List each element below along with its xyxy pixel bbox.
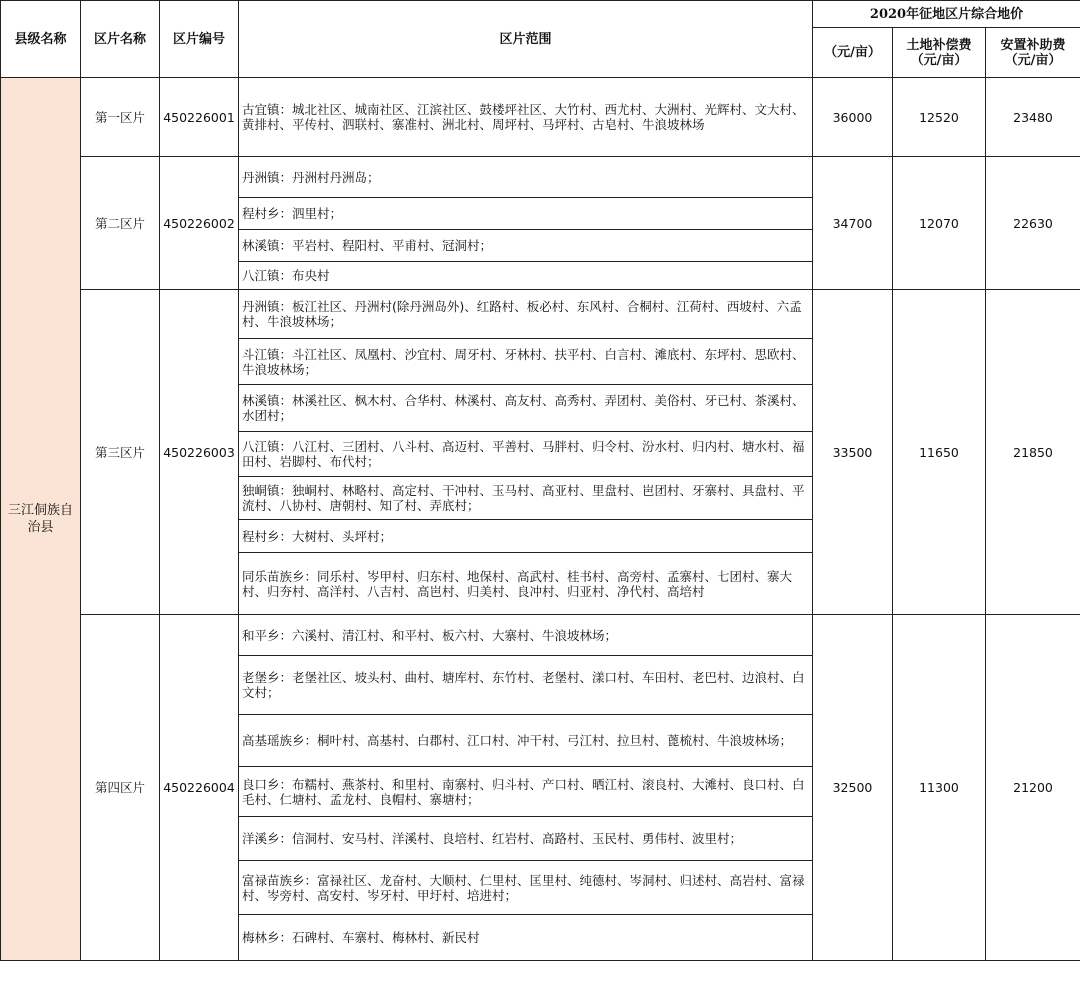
- header-price-total: （元/亩）: [813, 28, 893, 78]
- zone-range-cell: 林溪镇：林溪社区、枫木村、合华村、林溪村、高友村、高秀村、弄团村、美俗村、牙已村、茶溪村、水团村；: [239, 385, 813, 432]
- header-zone-name: 区片名称: [81, 1, 160, 78]
- land-comp-cell: 12520: [893, 78, 986, 157]
- zone-range-cell: 程村乡：大树村、头坪村；: [239, 520, 813, 553]
- zone-range-cell: 林溪镇：平岩村、程阳村、平甫村、冠洞村；: [239, 230, 813, 262]
- zone-range-cell: 梅林乡：石碑村、车寨村、梅林村、新民村: [239, 915, 813, 961]
- zone-range-cell: 老堡乡：老堡社区、坡头村、曲村、塘库村、东竹村、老堡村、漾口村、车田村、老巴村、边浪村、白文村；: [239, 656, 813, 715]
- zone-name-cell: 第四区片: [81, 615, 160, 961]
- zone-range-cell: 古宜镇：城北社区、城南社区、江滨社区、鼓楼坪社区、大竹村、西尤村、大洲村、光辉村、文大村、黄排村、平传村、泗联村、寨准村、洲北村、周坪村、马坪村、古皂村、牛浪坡林场: [239, 78, 813, 157]
- zone-range-cell: 八江镇：布央村: [239, 262, 813, 290]
- table-row: [1, 78, 1080, 157]
- zone-range-cell: 富禄苗族乡：富禄社区、龙奋村、大顺村、仁里村、匡里村、纯德村、岑洞村、归述村、高岩村、富禄村、岑旁村、高安村、岑牙村、甲圩村、培进村；: [239, 861, 813, 915]
- zone-name-cell: 第一区片: [81, 78, 160, 157]
- resettle-cell: 21200: [986, 615, 1080, 961]
- zone-range-cell: 程村乡：泗里村；: [239, 198, 813, 230]
- table-row: [1, 615, 1080, 656]
- land-comp-cell: 11300: [893, 615, 986, 961]
- resettle-cell: 22630: [986, 157, 1080, 290]
- zone-range-cell: 八江镇：八江村、三团村、八斗村、高迈村、平善村、马胖村、归令村、汾水村、归内村、塘水村、福田村、岩脚村、布代村；: [239, 432, 813, 477]
- zone-range-cell: 丹洲镇：板江社区、丹洲村(除丹洲岛外)、红路村、板必村、东风村、合桐村、江荷村、西坡村、六孟村、牛浪坡林场；: [239, 290, 813, 339]
- table-row: [1, 290, 1080, 339]
- resettle-cell: 23480: [986, 78, 1080, 157]
- zone-range-cell: 同乐苗族乡：同乐村、岑甲村、归东村、地保村、高武村、桂书村、高旁村、孟寨村、七团村、寨大村、归夯村、高洋村、八吉村、高岜村、归美村、良冲村、归亚村、净代村、高培村: [239, 553, 813, 615]
- zone-range-cell: 斗江镇：斗江社区、凤凰村、沙宜村、周牙村、牙林村、扶平村、白言村、滩底村、东坪村、思欧村、牛浪坡林场；: [239, 339, 813, 385]
- zone-code-cell: 450226001: [160, 78, 239, 157]
- land-comp-cell: 11650: [893, 290, 986, 615]
- price-total-cell: 34700: [813, 157, 893, 290]
- land-comp-cell: 12070: [893, 157, 986, 290]
- zone-range-cell: 独峒镇：独峒村、林略村、高定村、干冲村、玉马村、高亚村、里盘村、岜团村、牙寨村、具盘村、平流村、八协村、唐朝村、知了村、弄底村；: [239, 477, 813, 520]
- header-county: 县级名称: [1, 1, 81, 78]
- header-price-group: 2020年征地区片综合地价: [813, 1, 1080, 28]
- zone-code-cell: 450226002: [160, 157, 239, 290]
- zone-code-cell: 450226004: [160, 615, 239, 961]
- zone-name-cell: 第三区片: [81, 290, 160, 615]
- zone-range-cell: 良口乡：布糯村、燕茶村、和里村、南寨村、归斗村、产口村、晒江村、滚良村、大滩村、良口村、白毛村、仁塘村、孟龙村、良帽村、寨塘村；: [239, 767, 813, 817]
- zone-range-cell: 和平乡：六溪村、清江村、和平村、板六村、大寨村、牛浪坡林场；: [239, 615, 813, 656]
- price-total-cell: 32500: [813, 615, 893, 961]
- price-total-cell: 33500: [813, 290, 893, 615]
- zone-code-cell: 450226003: [160, 290, 239, 615]
- county-name-cell: 三江侗族自治县: [1, 78, 81, 961]
- resettle-cell: 21850: [986, 290, 1080, 615]
- header-resettle: 安置补助费 （元/亩）: [986, 28, 1080, 78]
- header-land-comp: 土地补偿费 （元/亩）: [893, 28, 986, 78]
- header-zone-code: 区片编号: [160, 1, 239, 78]
- zone-range-cell: 丹洲镇：丹洲村丹洲岛；: [239, 157, 813, 198]
- price-total-cell: 36000: [813, 78, 893, 157]
- zone-name-cell: 第二区片: [81, 157, 160, 290]
- table-row: [1, 157, 1080, 198]
- zone-range-cell: 洋溪乡：信洞村、安马村、洋溪村、良培村、红岩村、高路村、玉民村、勇伟村、波里村；: [239, 817, 813, 861]
- header-zone-range: 区片范围: [239, 1, 813, 78]
- zone-range-cell: 高基瑶族乡：桐叶村、高基村、白郡村、江口村、冲干村、弓江村、拉旦村、蓖梳村、牛浪坡林场；: [239, 715, 813, 767]
